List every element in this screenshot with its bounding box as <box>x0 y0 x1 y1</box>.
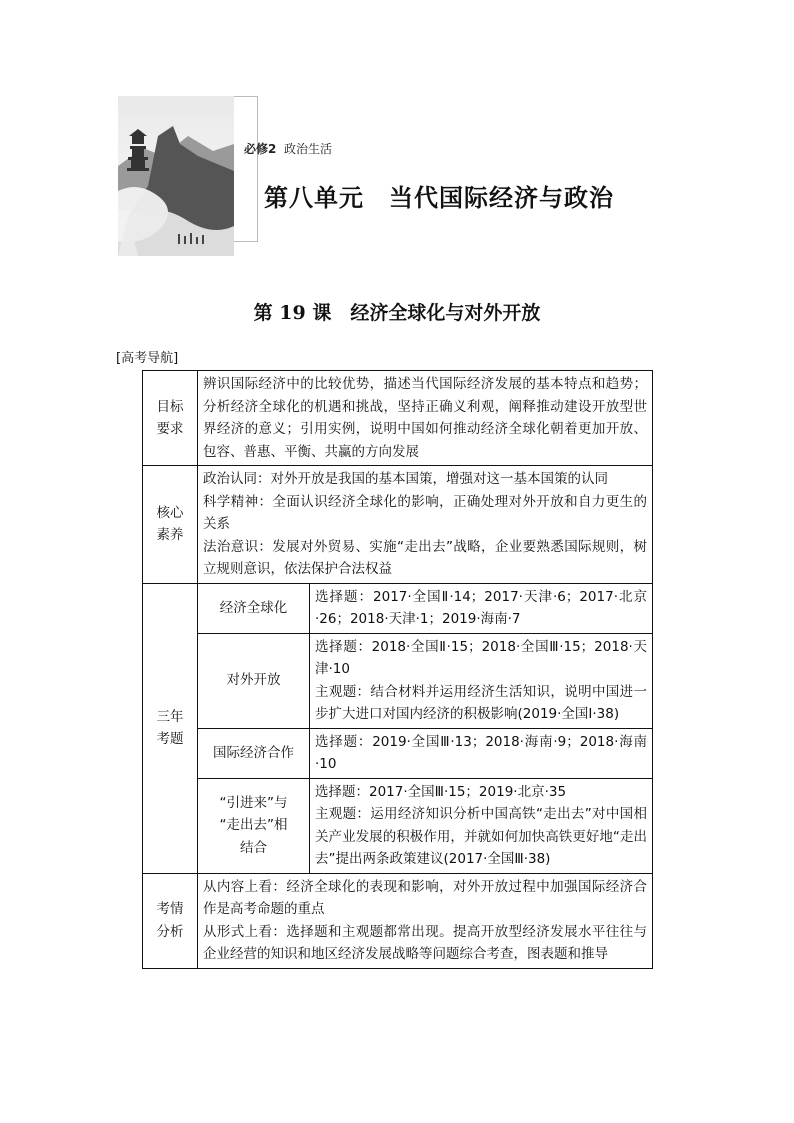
objectives-row <box>143 371 653 466</box>
literacy-row <box>143 466 653 584</box>
literacy-header: 核心 素养 <box>143 466 198 584</box>
exams-header: 三年 考题 <box>143 583 198 873</box>
analysis-content: 从内容上看：经济全球化的表现和影响，对外开放过程中加强国际经济合作是高考命题的重点 <box>203 878 647 917</box>
analysis-form: 从形式上看：选择题和主观题都常出现。提高开放型经济发展水平往往与企业经营的知识和地区经济发展战略等问题综合考查，图表题和推导 <box>203 923 647 962</box>
exam-topic: 对外开放 <box>198 633 310 728</box>
landscape-pavilion-image <box>118 96 234 256</box>
lesson-title: 第 19 课 经济全球化与对外开放 <box>253 302 541 324</box>
literacy-science: 科学精神：全面认识经济全球化的影响，正确处理对外开放和自力更生的关系 <box>203 493 647 532</box>
exam-topic: “引进来”与 “走出去”相 结合 <box>198 778 310 873</box>
analysis-row <box>143 873 653 968</box>
exam-detail: 选择题：2019·全国Ⅲ·13；2018·海南·9；2018·海南·10 <box>310 728 653 778</box>
exam-topic: 国际经济合作 <box>198 728 310 778</box>
module-label <box>244 140 332 157</box>
module-name: 政治生活 <box>284 142 333 156</box>
exam-row <box>143 778 653 873</box>
exam-detail: 选择题：2017·全国Ⅲ·15；2019·北京·35 主观题：运用经济知识分析中国高铁“走出去”对中国相关产业发展的积极作用，并就如何加快高铁更好地“走出去”提出两条政策建议(2017·全国Ⅲ·38) <box>310 778 653 873</box>
objectives-header: 目标 要求 <box>143 371 198 466</box>
literacy-law: 法治意识：发展对外贸易、实施“走出去”战略，企业要熟悉国际规则，树立规则意识，依法保护合法权益 <box>203 538 647 577</box>
analysis-text <box>198 873 653 968</box>
exam-topic: 经济全球化 <box>198 583 310 633</box>
literacy-text <box>198 466 653 584</box>
module-code: 必修2 <box>244 142 277 156</box>
exam-detail: 选择题：2017·全国Ⅱ·14；2017·天津·6；2017·北京·26；2018·天津·1；2019·海南·7 <box>310 583 653 633</box>
exam-row <box>143 583 653 633</box>
literacy-political: 政治认同：对外开放是我国的基本国策，增强对这一基本国策的认同 <box>203 471 608 487</box>
analysis-header: 考情 分析 <box>143 873 198 968</box>
exam-detail: 选择题：2018·全国Ⅱ·15；2018·全国Ⅲ·15；2018·天津·10 主观题：结合材料并运用经济生活知识，说明中国进一步扩大进口对国内经济的积极影响(2019·全国Ⅰ·38) <box>310 633 653 728</box>
exam-row <box>143 633 653 728</box>
objectives-text: 辨识国际经济中的比较优势，描述当代国际经济发展的基本特点和趋势；分析经济全球化的机遇和挑战，坚持正确义利观，阐释推动建设开放型世界经济的意义；引用实例，说明中国如何推动经济全球化朝着更加开放、包容、普惠、平衡、共赢的方向发展 <box>198 371 653 466</box>
exam-guide-table <box>142 370 653 969</box>
unit-title: 第八单元 当代国际经济与政治 <box>264 184 614 212</box>
exam-row <box>143 728 653 778</box>
section-label: [高考导航] <box>116 351 179 366</box>
